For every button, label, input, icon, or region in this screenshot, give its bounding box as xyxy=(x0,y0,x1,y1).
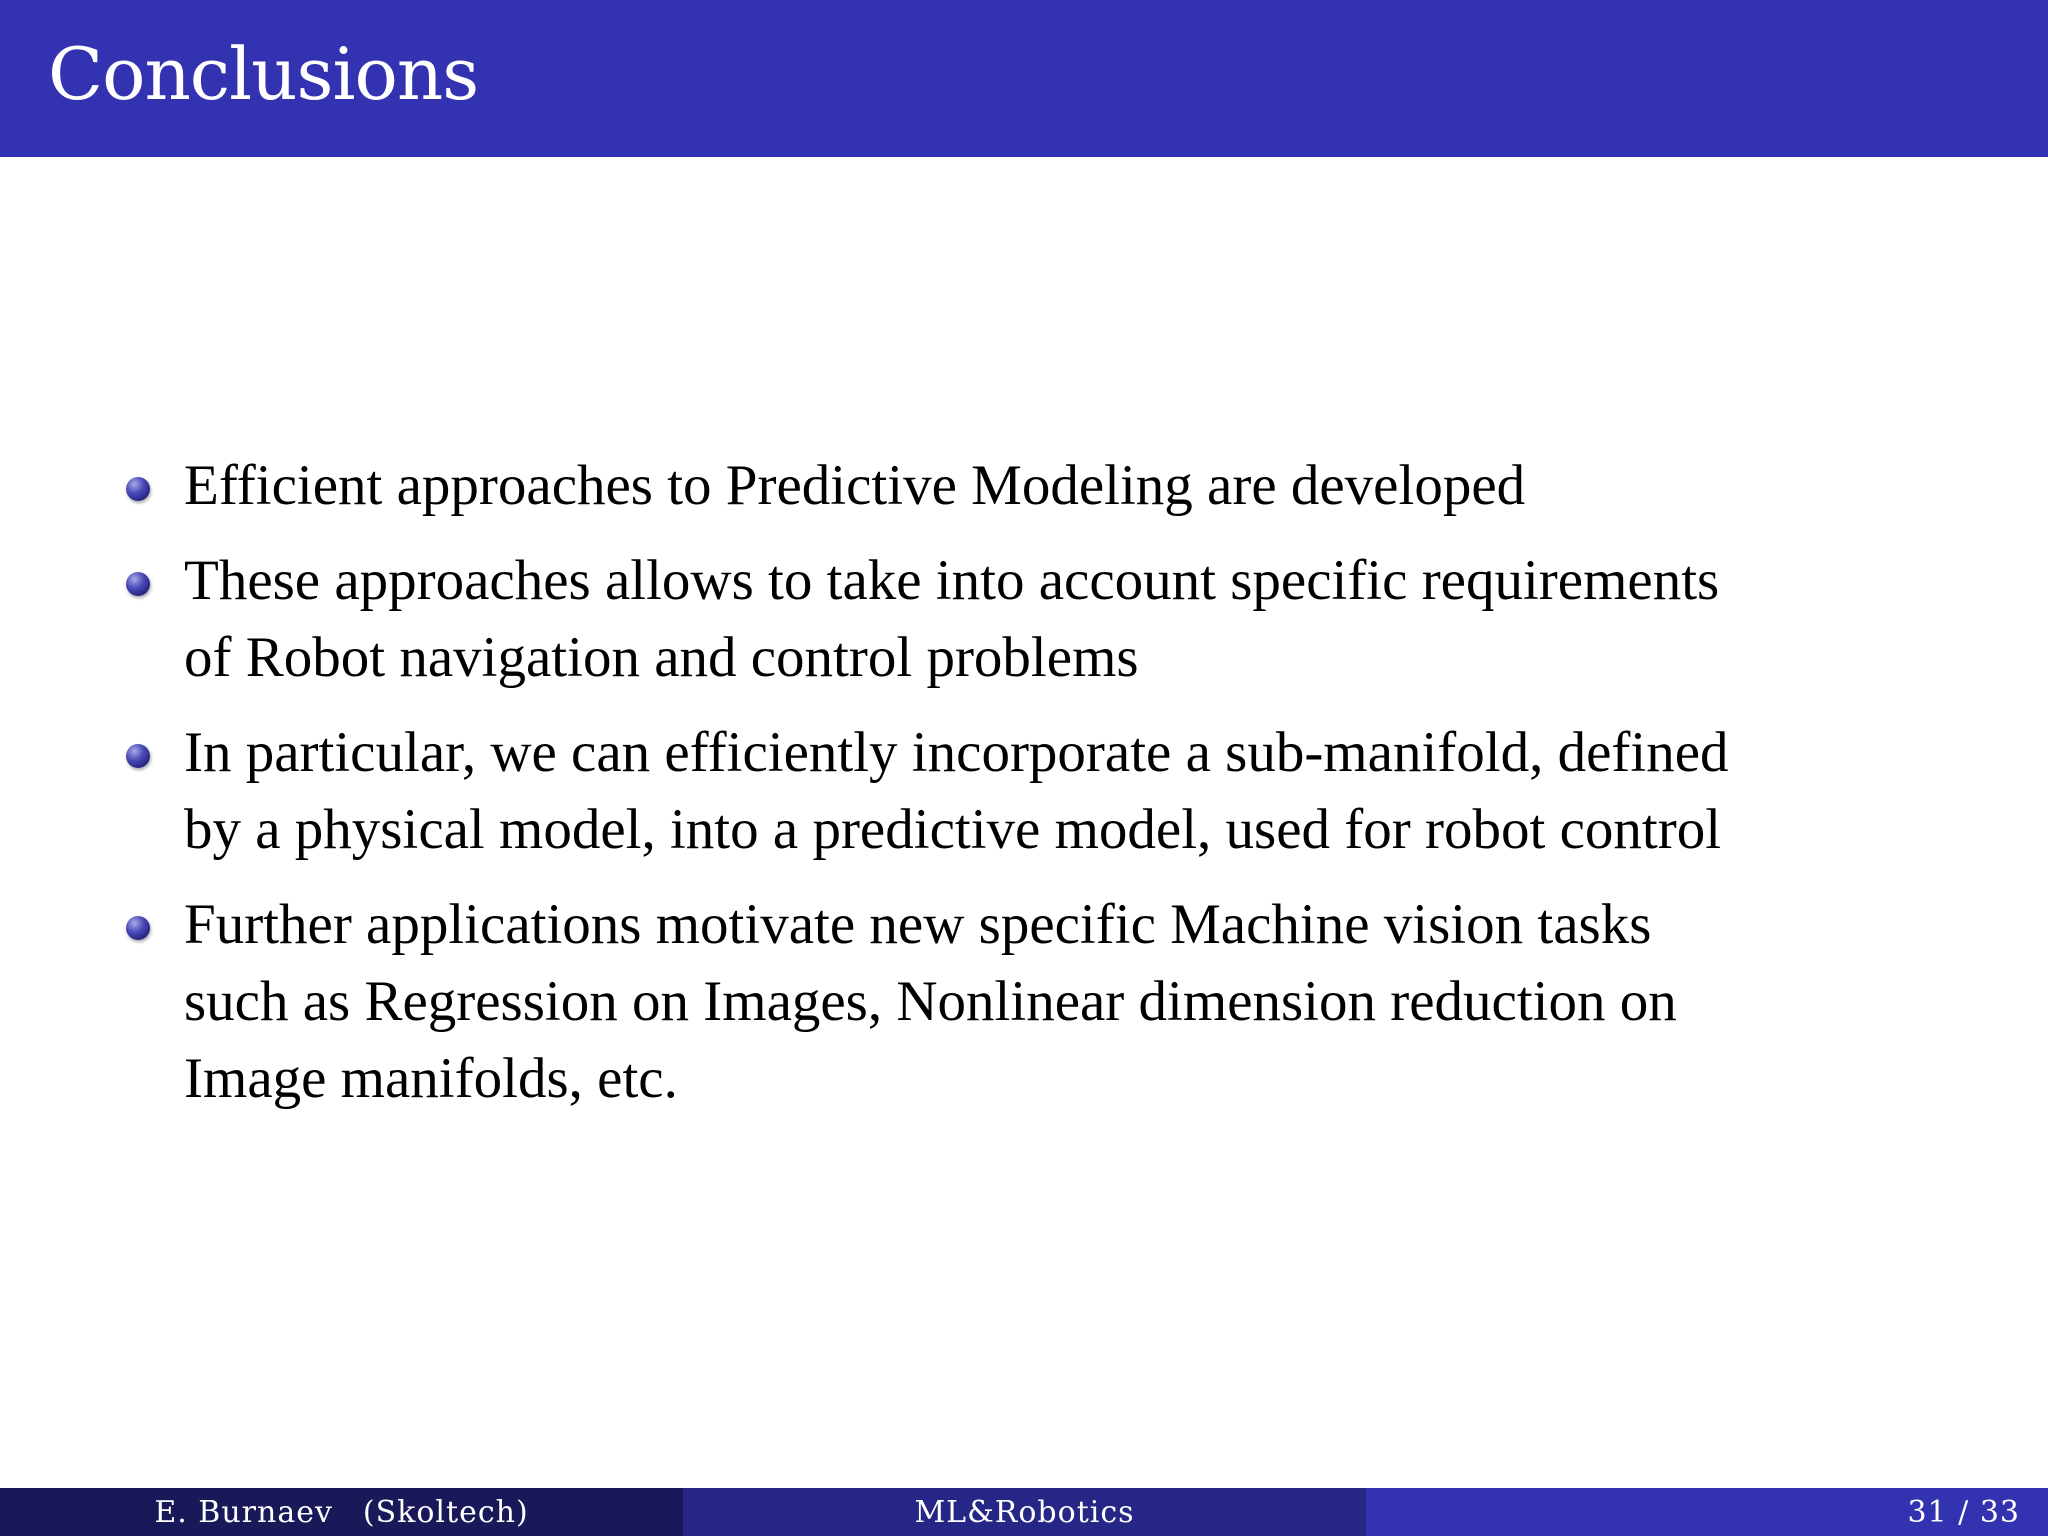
bullet-line: of Robot navigation and control problems xyxy=(184,626,1139,689)
bullet-line: Image manifolds, etc. xyxy=(184,1047,678,1110)
bullet-line: by a physical model, into a predictive model, used for robot control xyxy=(184,798,1722,861)
footer-page-section xyxy=(1366,1488,2048,1536)
footer xyxy=(0,1488,2048,1536)
bullet-line: Further applications motivate new specific Machine vision tasks xyxy=(184,893,1652,956)
bullet-line: These approaches allows to take into account specific requirements xyxy=(184,549,1720,612)
bullet-item xyxy=(124,714,2004,868)
bullet-ball-icon xyxy=(126,477,150,501)
slide-content xyxy=(0,157,2048,1488)
bullet-ball-icon xyxy=(126,572,150,596)
bullet-ball-icon xyxy=(126,916,150,940)
bullet-line: In particular, we can efficiently incorporate a sub-manifold, defined xyxy=(184,721,1729,784)
bullet-item xyxy=(124,542,2004,696)
title-bar xyxy=(0,0,2048,157)
footer-author: E. Burnaev xyxy=(154,1494,333,1530)
bullet-line: Efficient approaches to Predictive Modeling are developed xyxy=(184,454,1526,517)
footer-affiliation: (Skoltech) xyxy=(362,1494,529,1530)
bullet-list xyxy=(124,447,2004,1135)
bullet-ball-icon xyxy=(126,744,150,768)
footer-short-title: ML&Robotics xyxy=(914,1494,1135,1530)
page-number: 31 / 33 xyxy=(1907,1494,2020,1530)
footer-title-section xyxy=(683,1488,1366,1536)
bullet-item xyxy=(124,447,2004,524)
footer-author-section xyxy=(0,1488,683,1536)
bullet-item xyxy=(124,886,2004,1117)
bullet-line: such as Regression on Images, Nonlinear dimension reduction on xyxy=(184,970,1677,1033)
slide-title: Conclusions xyxy=(48,32,479,116)
